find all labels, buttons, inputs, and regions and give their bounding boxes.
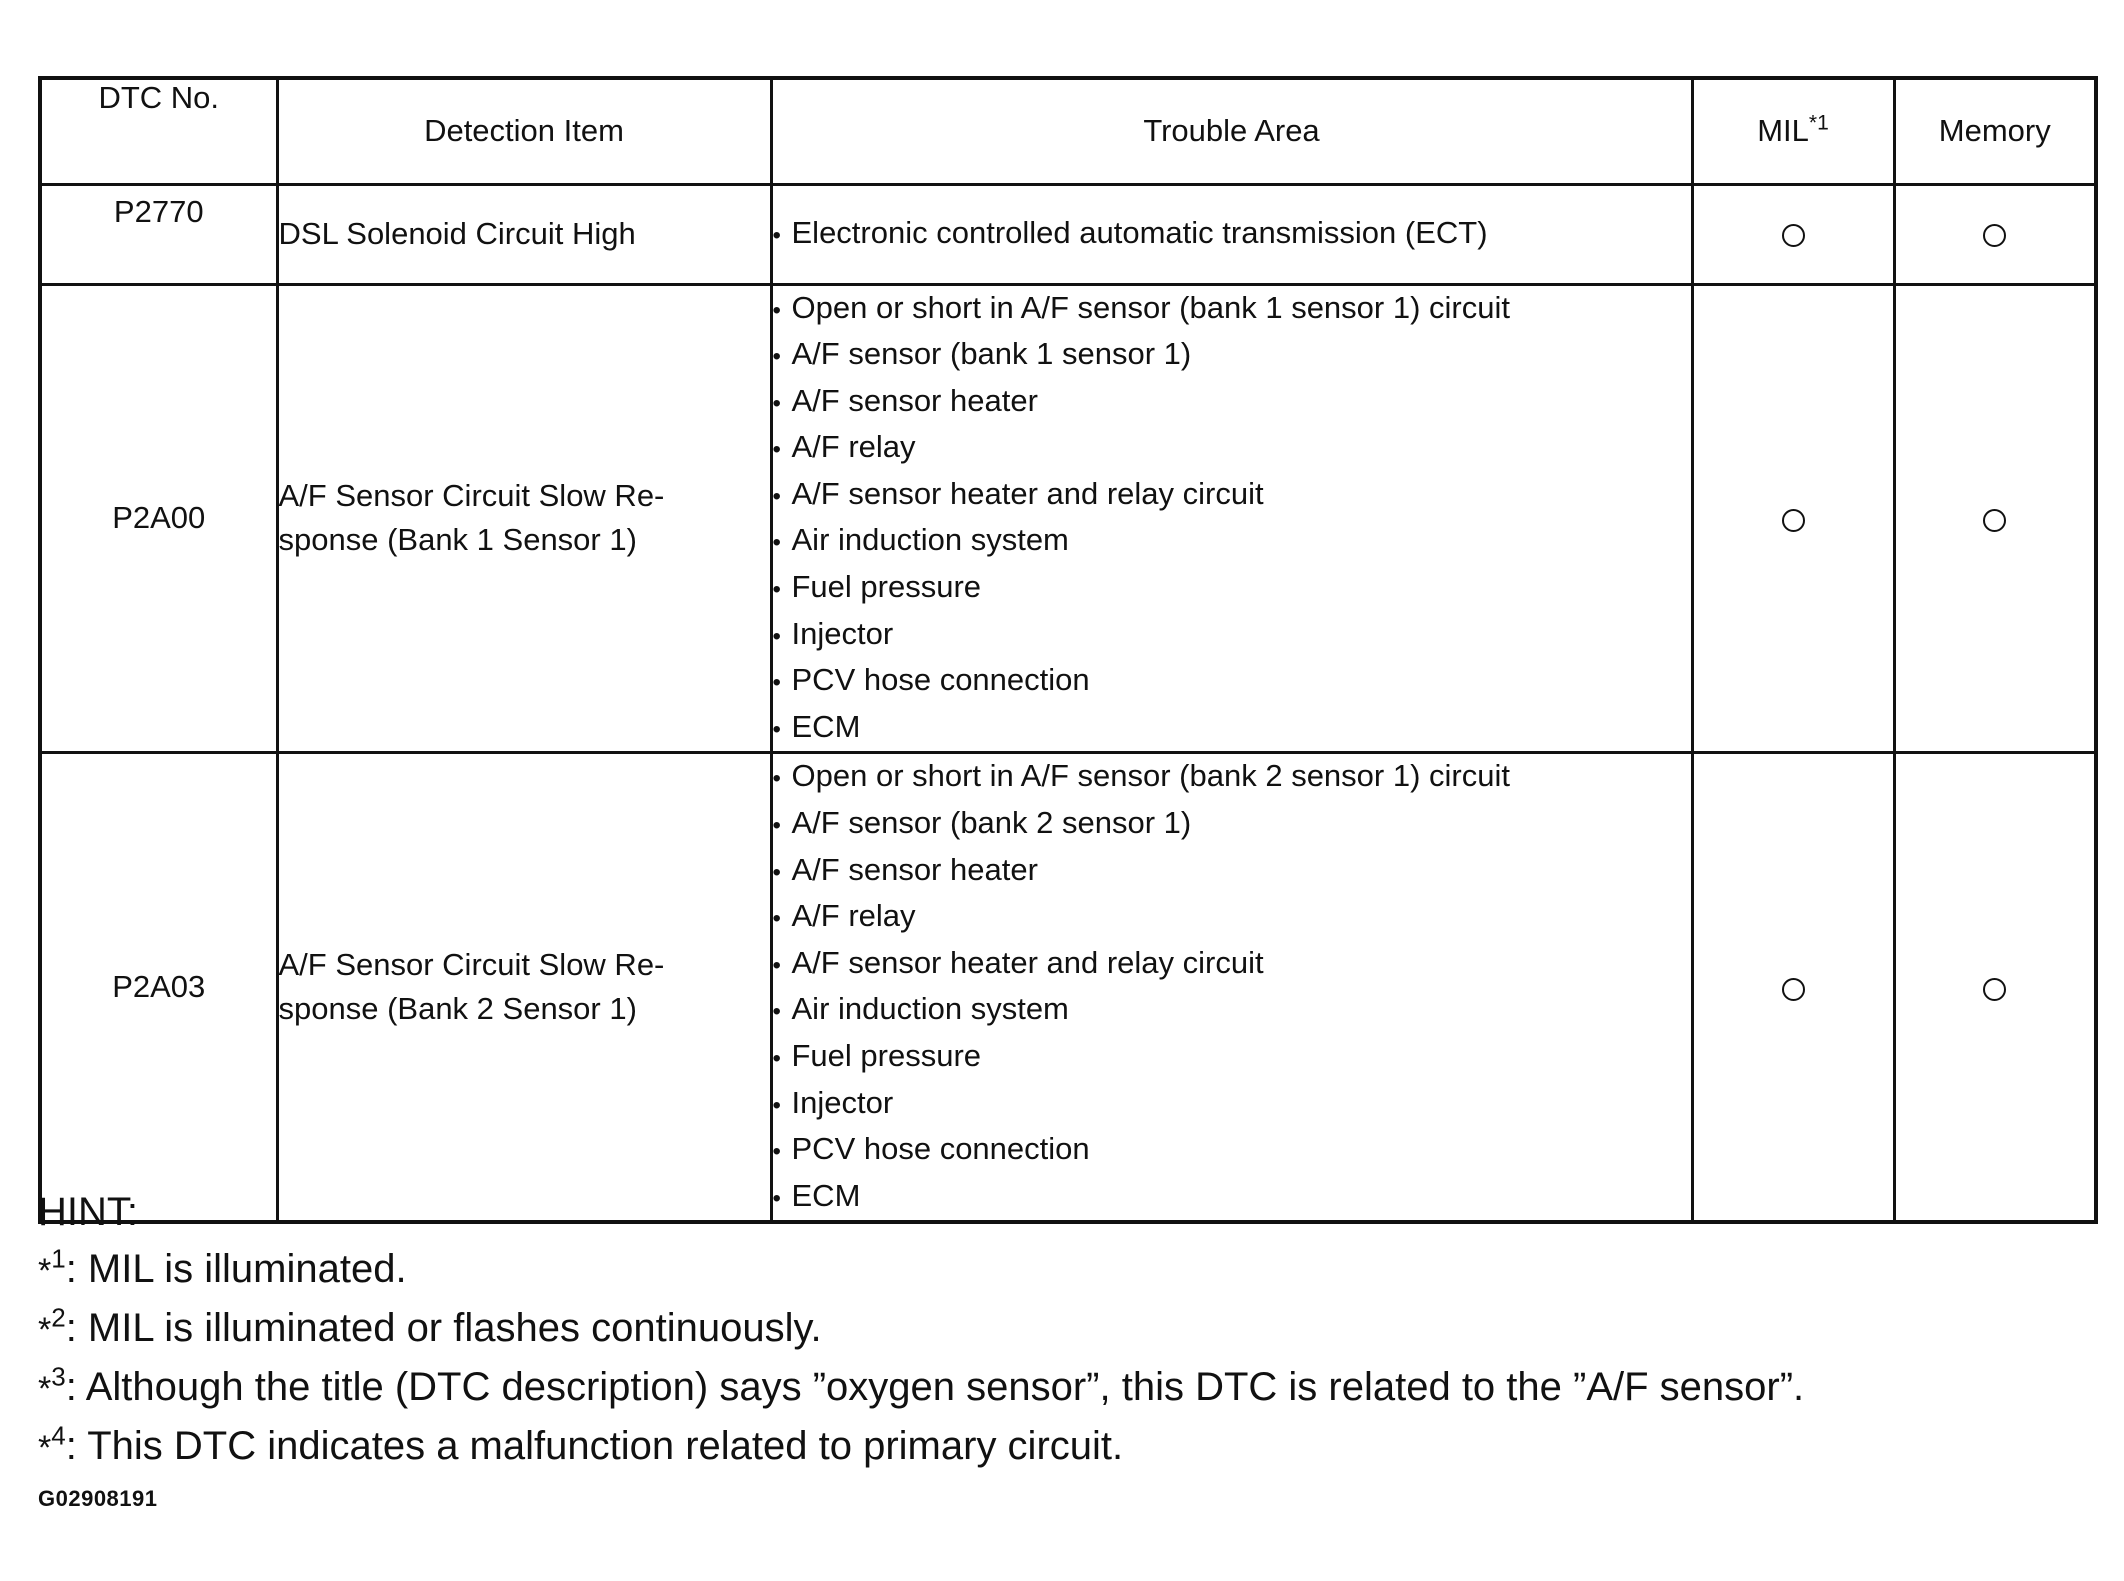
- trouble-area-item: [773, 658, 1691, 705]
- trouble-area-item: [773, 987, 1691, 1034]
- bullet-icon: •: [772, 1184, 781, 1212]
- dtc-code-cell: P2A00: [40, 284, 277, 753]
- footnote-mark: *: [38, 1311, 52, 1349]
- detection-item-cell: [277, 284, 771, 753]
- trouble-area-text: Fuel pressure: [791, 1038, 982, 1073]
- trouble-area-item: [773, 379, 1691, 426]
- bullet-icon: •: [772, 576, 781, 604]
- trouble-area-item: [773, 518, 1691, 565]
- bullet-icon: •: [772, 1091, 781, 1119]
- trouble-area-list: [773, 754, 1691, 1220]
- trouble-area-item: [773, 472, 1691, 519]
- mil-cell: [1692, 184, 1894, 284]
- footnote-mark: *: [38, 1252, 52, 1290]
- trouble-area-text: A/F sensor (bank 2 sensor 1): [791, 805, 1192, 841]
- dtc-code-cell: P2770: [40, 184, 277, 284]
- bullet-icon: •: [772, 343, 781, 371]
- bullet-icon: •: [772, 389, 781, 417]
- trouble-area-text: Air induction system: [791, 991, 1069, 1027]
- bullet-icon: •: [772, 1045, 781, 1072]
- trouble-area-text: PCV hose connection: [791, 1131, 1090, 1167]
- memory-cell: [1894, 184, 2096, 284]
- trouble-area-text: Open or short in A/F sensor (bank 1 sensor 1) circuit: [791, 289, 1510, 325]
- trouble-area-item: [773, 332, 1691, 379]
- trouble-area-item: [773, 1034, 1691, 1081]
- hint-section: [38, 1184, 1804, 1477]
- hint-note: [38, 1418, 1804, 1477]
- trouble-area-text: A/F sensor heater: [791, 851, 1038, 887]
- trouble-area-text: Air induction system: [791, 522, 1069, 558]
- trouble-area-text: PCV hose connection: [791, 662, 1090, 698]
- circle-mark-icon: [1983, 509, 2006, 532]
- bullet-icon: •: [772, 482, 781, 510]
- hint-note: [38, 1300, 1804, 1359]
- footnote-number: 3: [51, 1361, 66, 1392]
- footnote-mark: *: [38, 1370, 52, 1408]
- circle-mark-icon: [1782, 978, 1805, 1001]
- bullet-icon: •: [772, 296, 781, 324]
- trouble-area-item: [773, 565, 1691, 612]
- dtc-table: [38, 76, 2098, 1224]
- bullet-icon: •: [772, 622, 781, 650]
- trouble-area-text: A/F sensor heater and relay circuit: [791, 475, 1264, 511]
- header-memory: Memory: [1894, 78, 2096, 184]
- bullet-icon: •: [772, 715, 781, 743]
- bullet-icon: •: [772, 951, 781, 979]
- detection-item-line: sponse (Bank 1 Sensor 1): [278, 522, 637, 558]
- footnote-text: : Although the title (DTC description) says ”oxygen sensor”, this DTC is related to the ”A/F sensor”.: [65, 1365, 1805, 1409]
- mil-cell: [1692, 284, 1894, 753]
- trouble-area-item: [773, 801, 1691, 848]
- header-trouble-area: Trouble Area: [771, 78, 1692, 184]
- bullet-icon: •: [772, 1138, 781, 1166]
- circle-mark-icon: [1983, 224, 2006, 247]
- header-detection-item: Detection Item: [277, 78, 771, 184]
- trouble-area-cell: [771, 184, 1692, 284]
- memory-cell: [1894, 753, 2096, 1222]
- memory-cell: [1894, 284, 2096, 753]
- trouble-area-item: [773, 286, 1691, 333]
- mil-cell: [1692, 753, 1894, 1222]
- trouble-area-text: A/F sensor heater: [791, 382, 1038, 418]
- footnote-number: 2: [51, 1302, 66, 1333]
- trouble-area-text: Electronic controlled automatic transmission (ECT): [791, 214, 1488, 250]
- footnote-text: : This DTC indicates a malfunction related to primary circuit.: [65, 1424, 1124, 1468]
- table-row: [40, 184, 2096, 284]
- trouble-area-text: ECM: [791, 1177, 861, 1213]
- bullet-icon: •: [772, 669, 781, 697]
- bullet-icon: •: [772, 905, 781, 933]
- hint-title: HINT:: [38, 1190, 138, 1234]
- trouble-area-text: Injector: [791, 615, 894, 651]
- bullet-icon: •: [772, 529, 781, 557]
- trouble-area-item: [773, 211, 1691, 258]
- trouble-area-text: A/F sensor heater and relay circuit: [791, 944, 1264, 980]
- trouble-area-list: [773, 286, 1691, 752]
- trouble-area-text: Fuel pressure: [791, 569, 982, 605]
- detection-item-line: A/F Sensor Circuit Slow Re-: [278, 478, 665, 514]
- header-mil-label: MIL: [1757, 113, 1809, 149]
- table-header-row: [40, 78, 2096, 184]
- trouble-area-item: [773, 612, 1691, 659]
- trouble-area-item: [773, 705, 1691, 752]
- bullet-icon: •: [772, 812, 781, 840]
- hint-note: [38, 1359, 1804, 1418]
- trouble-area-item: [773, 1081, 1691, 1128]
- circle-mark-icon: [1782, 224, 1805, 247]
- trouble-area-item: [773, 941, 1691, 988]
- dtc-code-cell: P2A03: [40, 753, 277, 1222]
- trouble-area-cell: [771, 753, 1692, 1222]
- trouble-area-text: ECM: [791, 708, 861, 744]
- header-mil-footnote: *1: [1808, 111, 1829, 135]
- header-mil: [1692, 78, 1894, 184]
- detection-item-line: A/F Sensor Circuit Slow Re-: [278, 947, 665, 983]
- bullet-icon: •: [772, 765, 781, 793]
- circle-mark-icon: [1983, 978, 2006, 1001]
- footnote-number: 4: [51, 1420, 66, 1451]
- bullet-icon: •: [772, 998, 781, 1026]
- trouble-area-text: Injector: [791, 1084, 894, 1120]
- header-dtc-no: DTC No.: [40, 78, 277, 184]
- trouble-area-item: [773, 754, 1691, 801]
- trouble-area-list: [773, 211, 1691, 258]
- figure-id: G02908191: [38, 1486, 158, 1511]
- trouble-area-text: A/F relay: [791, 898, 916, 934]
- trouble-area-cell: [771, 284, 1692, 753]
- table-row: [40, 753, 2096, 1222]
- bullet-icon: •: [772, 436, 781, 464]
- trouble-area-item: [773, 425, 1691, 472]
- trouble-area-item: [773, 1127, 1691, 1174]
- hint-note: [38, 1241, 1804, 1300]
- trouble-area-text: Open or short in A/F sensor (bank 2 sensor 1) circuit: [791, 758, 1510, 794]
- footnote-text: : MIL is illuminated.: [65, 1247, 407, 1291]
- trouble-area-text: A/F sensor (bank 1 sensor 1): [791, 336, 1192, 372]
- detection-item-cell: [277, 753, 771, 1222]
- trouble-area-item: [773, 848, 1691, 895]
- footnote-mark: *: [38, 1429, 52, 1467]
- detection-item-line: sponse (Bank 2 Sensor 1): [278, 991, 637, 1027]
- bullet-icon: •: [772, 858, 781, 886]
- detection-item-cell: DSL Solenoid Circuit High: [277, 184, 771, 284]
- table-row: [40, 284, 2096, 753]
- footnote-text: : MIL is illuminated or flashes continuously.: [65, 1306, 822, 1350]
- footnote-number: 1: [51, 1243, 66, 1274]
- trouble-area-item: [773, 894, 1691, 941]
- trouble-area-text: A/F relay: [791, 429, 916, 465]
- circle-mark-icon: [1782, 509, 1805, 532]
- bullet-icon: •: [772, 221, 781, 249]
